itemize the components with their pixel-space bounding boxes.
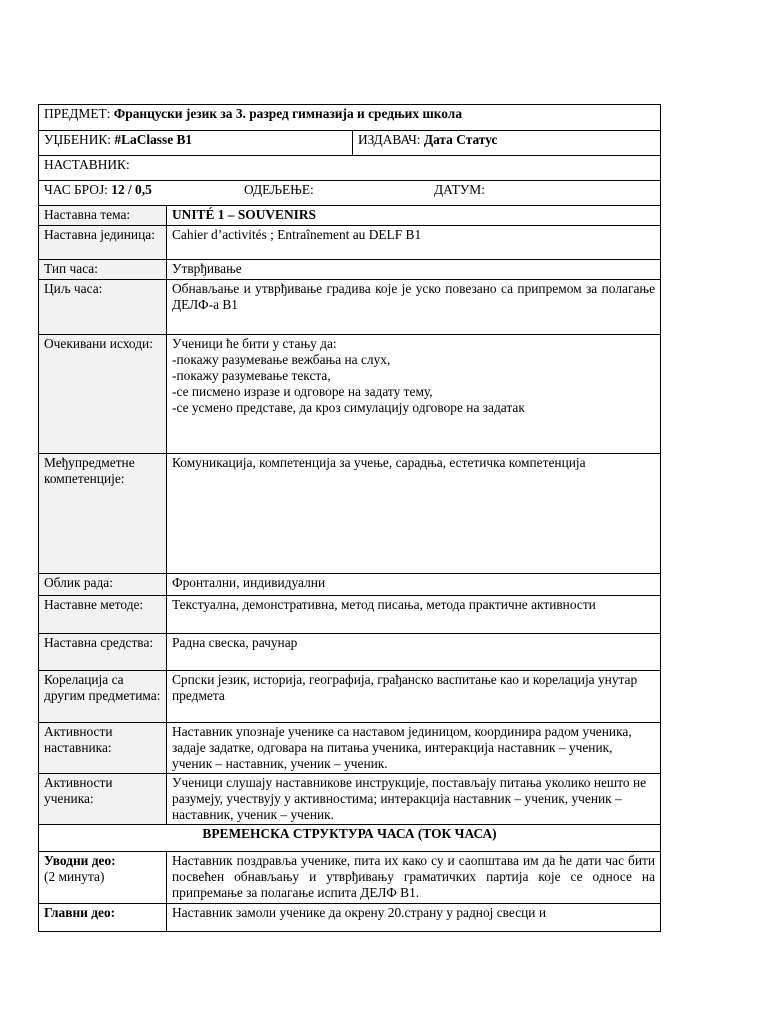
teacher-label: НАСТАВНИК: — [44, 157, 130, 172]
intro-label: Уводни део: — [44, 853, 116, 868]
type-label: Тип часа: — [39, 260, 167, 280]
topic-row — [39, 206, 661, 226]
form-row — [39, 574, 661, 596]
resources-row — [39, 634, 661, 671]
teacher-activities-row — [39, 723, 661, 774]
form-value: Фронтални, индивидуални — [167, 574, 661, 596]
correlation-value: Српски језик, историја, географија, грађанско васпитање као и корелација унутар предмета — [167, 671, 661, 723]
publisher-label: ИЗДАВАЧ: — [358, 132, 421, 147]
topic-label: Наставна тема: — [39, 206, 167, 226]
resources-value: Радна свеска, рачунар — [167, 634, 661, 671]
methods-row — [39, 596, 661, 634]
main-row — [39, 904, 661, 932]
outcomes-row — [39, 335, 661, 454]
lesson-number-label: ЧАС БРОЈ: — [44, 182, 108, 197]
outcome-line: -се усмено представе, да кроз симулацију одговоре на задатак — [172, 400, 525, 415]
publisher-value: Дата Статус — [423, 132, 498, 147]
methods-value: Текстуална, демонстративна, метод писања, метода практичне активности — [167, 596, 661, 634]
resources-label: Наставна средства: — [39, 634, 167, 671]
date-label: ДАТУМ: — [434, 182, 485, 197]
unit-value: Cahier d’activités ; Entraînement au DELF B1 — [167, 226, 661, 260]
structure-title-row — [39, 825, 661, 852]
intro-value: Наставник поздравља ученике, пита их како су и саопштава им да ће дати час бити посвећен обнављању и утврђивању граматичких партија које се односе на припремање за полагање испита ДЕЛФ В1. — [167, 852, 661, 904]
subject-row — [39, 105, 661, 131]
textbook-value: #LaClasse B1 — [114, 132, 193, 147]
student-activities-row — [39, 774, 661, 825]
type-row — [39, 260, 661, 280]
class-label: ОДЕЉЕЊЕ: — [244, 182, 314, 197]
goal-value: Обнављање и утврђивање градива које је уско повезано са припремом за полагање ДЕЛФ-а В1 — [167, 280, 661, 335]
correlation-row — [39, 671, 661, 723]
unit-label: Наставна јединица: — [39, 226, 167, 260]
intro-row — [39, 852, 661, 904]
competences-label: Међупредметне компетенције: — [39, 454, 167, 574]
lesson-info-row — [39, 181, 661, 206]
subject-label: ПРЕДМЕТ: — [44, 106, 111, 121]
correlation-label: Корелација са другим предметима: — [39, 671, 167, 723]
lesson-number-value: 12 / 0,5 — [111, 182, 152, 197]
teacher-activities-value: Наставник упознаје ученике са наставом јединицом, координира радом ученика, задаје задатке, одговара на питања ученика, интеракција наставник – ученик, ученик – наставник, ученик – ученик. — [167, 723, 661, 774]
unit-row — [39, 226, 661, 260]
methods-label: Наставне методе: — [39, 596, 167, 634]
outcomes-value — [167, 335, 661, 454]
form-label: Облик рада: — [39, 574, 167, 596]
lesson-plan-table — [38, 104, 661, 932]
outcome-line: -покажу разумевање текста, — [172, 368, 331, 383]
teacher-row — [39, 156, 661, 181]
outcomes-label: Очекивани исходи: — [39, 335, 167, 454]
goal-row — [39, 280, 661, 335]
competences-row — [39, 454, 661, 574]
student-activities-label: Активности ученика: — [39, 774, 167, 825]
goal-label: Циљ часа: — [39, 280, 167, 335]
subject-value: Француски језик за 3. разред гимназија и средњих школа — [113, 106, 463, 121]
outcome-line: -покажу разумевање вежбања на слух, — [172, 352, 391, 367]
main-label: Главни део: — [39, 904, 167, 932]
structure-title: ВРЕМЕНСКА СТРУКТУРА ЧАСА (ТОК ЧАСА) — [39, 825, 661, 852]
topic-value: UNITÉ 1 – SOUVENIRS — [167, 206, 661, 226]
teacher-activities-label: Активности наставника: — [39, 723, 167, 774]
student-activities-value: Ученици слушају наставникове инструкције, постављају питања уколико нешто не разумеју, учествују у активностима; интеракција наставник – ученик, ученик – наставник, ученик – ученик. — [167, 774, 661, 825]
textbook-label: УЏБЕНИК: — [44, 132, 112, 147]
intro-label-cell — [39, 852, 167, 904]
type-value: Утврђивање — [167, 260, 661, 280]
outcome-line: Ученици ће бити у стању да: — [172, 336, 337, 351]
lesson-number — [44, 182, 244, 198]
outcome-line: -се писмено изразе и одговоре на задату тему, — [172, 384, 433, 399]
intro-duration: (2 минута) — [44, 869, 105, 884]
textbook-row — [39, 131, 661, 156]
main-value: Наставник замоли ученике да окрену 20.страну у радној свесци и — [167, 904, 661, 932]
competences-value: Комуникација, компетенција за учење, сарадња, естетичка компетенција — [167, 454, 661, 574]
